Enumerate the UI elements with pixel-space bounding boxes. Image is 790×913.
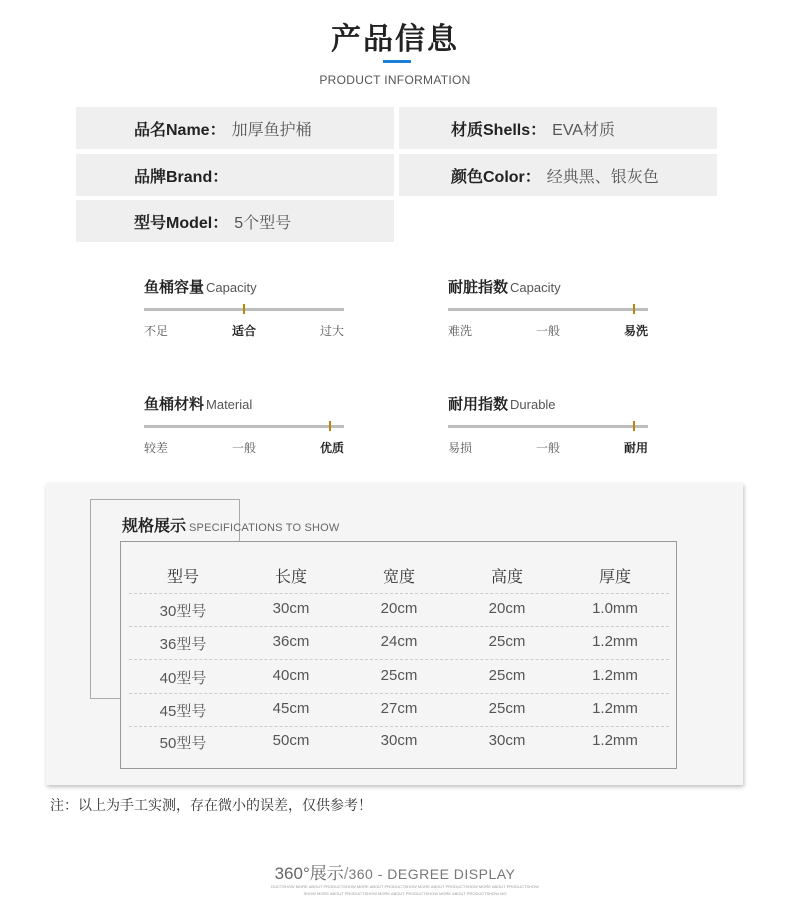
footer-separator: /: [343, 864, 349, 883]
info-name-value: 加厚鱼护桶: [231, 121, 312, 139]
info-name: [76, 107, 394, 149]
table-cell: 1.2mm: [592, 732, 638, 749]
table-cell: 24cm: [380, 633, 418, 650]
info-brand: [76, 154, 394, 196]
meter-label-high: 易洗: [623, 324, 648, 338]
table-row: [129, 732, 669, 753]
table-cell: 40cm: [272, 667, 310, 684]
meter-title: [144, 393, 344, 414]
table-cell: 36型号: [159, 636, 207, 653]
table-row: [129, 633, 669, 654]
table-row: [129, 667, 669, 688]
info-shells: [399, 107, 717, 149]
table-cell: 36cm: [272, 633, 310, 650]
meter-label-mid: 适合: [232, 324, 257, 338]
table-cell: 30cm: [380, 732, 418, 749]
page-title: 产品信息: [331, 22, 459, 57]
table-cell: 30型号: [159, 603, 207, 620]
meter-label-mid: 一般: [536, 441, 561, 455]
meter-track: [448, 308, 648, 311]
spec-table-header: [129, 564, 669, 587]
meter-title-cn: 耐脏指数: [448, 279, 509, 296]
meter-label-low: 不足: [144, 324, 169, 338]
footer-title-cn: 360°展示: [274, 864, 344, 883]
meter-marker: [633, 304, 635, 314]
title-accent-line: [383, 60, 411, 63]
dirt-resistance-meter: [448, 276, 648, 338]
info-color: [399, 154, 717, 196]
row-divider: [129, 726, 669, 727]
meter-track: [144, 308, 344, 311]
capacity-meter: [144, 276, 344, 338]
meter-marker: [243, 304, 245, 314]
spec-table: [120, 541, 677, 769]
table-cell: 1.2mm: [592, 700, 638, 717]
spec-header-cell: 型号: [166, 569, 199, 586]
meter-title: [448, 276, 648, 297]
info-color-value: 经典黑、银灰色: [546, 168, 659, 186]
measurement-note: 注：以上为手工实测，存在微小的误差，仅供参考！: [50, 797, 372, 813]
spec-title: [122, 513, 340, 536]
row-divider: [129, 593, 669, 594]
spec-header-cell: 长度: [274, 569, 307, 586]
meter-label-high: 优质: [319, 441, 344, 455]
footer-decorative-text: [240, 883, 570, 897]
info-shells-value: EVA材质: [552, 121, 615, 139]
spec-header-cell: 厚度: [598, 569, 631, 586]
meter-label-low: 较差: [144, 441, 169, 455]
meter-title-en: Durable: [510, 397, 556, 412]
table-cell: 25cm: [488, 633, 526, 650]
meter-title-cn: 耐用指数: [448, 396, 509, 413]
footer-small-line: DUCTSHOW MORE ABOUT PRODUCTSHOW MORE ABOUT PRODUCTSHOW MORE ABOUT PRODUCTSHOW MORE ABOUT PRODUCTSHOW: [271, 884, 539, 889]
material-meter: [144, 393, 344, 455]
meter-label-high: 耐用: [623, 441, 648, 455]
info-model: [76, 200, 394, 242]
durability-meter: [448, 393, 648, 455]
table-row: [129, 700, 669, 721]
info-model-label: 型号Model：: [134, 214, 229, 232]
info-brand-label: 品牌Brand：: [134, 168, 229, 186]
row-divider: [129, 659, 669, 660]
table-row: [129, 600, 669, 621]
table-cell: 30cm: [488, 732, 526, 749]
meter-track: [448, 425, 648, 428]
table-cell: 30cm: [272, 600, 310, 617]
info-color-label: 颜色Color：: [451, 168, 541, 186]
table-cell: 1.2mm: [592, 667, 638, 684]
row-divider: [129, 693, 669, 694]
footer-small-line: SHOW MORE ABOUT PRODUCTSHOW MORE ABOUT PRODUCTSHOW MORE ABOUT PRODUCTSHOW MO: [303, 891, 507, 896]
info-model-value: 5个型号: [234, 214, 292, 232]
meter-marker: [329, 421, 331, 431]
table-cell: 25cm: [488, 667, 526, 684]
meter-label-low: 易损: [448, 441, 473, 455]
spec-header-cell: 高度: [490, 569, 523, 586]
meter-title-en: Capacity: [510, 280, 561, 295]
table-cell: 1.2mm: [592, 633, 638, 650]
table-cell: 20cm: [380, 600, 418, 617]
spec-title-en: SPECIFICATIONS TO SHOW: [189, 522, 340, 534]
table-cell: 1.0mm: [592, 600, 638, 617]
table-cell: 27cm: [380, 700, 418, 717]
meter-title-cn: 鱼桶材料: [144, 396, 205, 413]
meter-label-high: 过大: [319, 324, 344, 338]
table-cell: 20cm: [488, 600, 526, 617]
spec-title-cn: 规格展示: [122, 518, 187, 535]
meter-label-mid: 一般: [536, 324, 561, 338]
meter-label-mid: 一般: [232, 441, 257, 455]
footer-title: [0, 859, 790, 884]
info-name-label: 品名Name：: [134, 121, 226, 139]
meter-title-en: Material: [206, 397, 253, 412]
meter-title-cn: 鱼桶容量: [144, 279, 205, 296]
meter-title: [144, 276, 344, 297]
table-cell: 40型号: [159, 670, 207, 687]
info-shells-label: 材质Shells：: [451, 121, 547, 139]
meter-title: [448, 393, 648, 414]
table-cell: 25cm: [488, 700, 526, 717]
row-divider: [129, 626, 669, 627]
meter-label-low: 难洗: [448, 324, 473, 338]
table-cell: 50型号: [159, 735, 207, 752]
meter-track: [144, 425, 344, 428]
table-cell: 25cm: [380, 667, 418, 684]
table-cell: 50cm: [272, 732, 310, 749]
footer-title-en: 360 - DEGREE DISPLAY: [348, 866, 516, 882]
table-cell: 45型号: [159, 703, 207, 720]
page-subtitle: PRODUCT INFORMATION: [319, 73, 471, 87]
table-cell: 45cm: [272, 700, 310, 717]
spec-header-cell: 宽度: [382, 569, 415, 586]
meter-title-en: Capacity: [206, 280, 257, 295]
meter-marker: [633, 421, 635, 431]
